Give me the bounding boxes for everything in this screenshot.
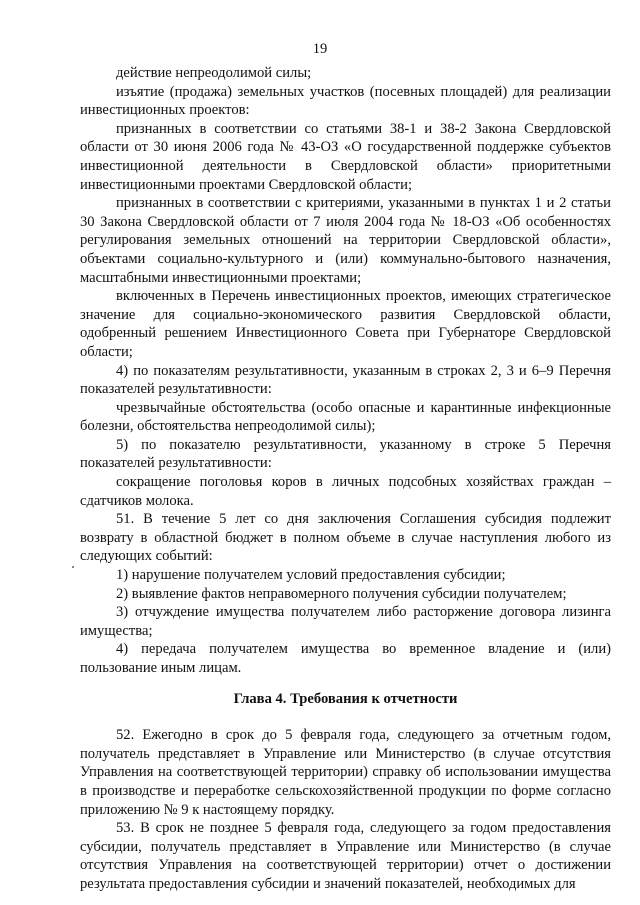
page-number: 19 <box>312 41 328 57</box>
paragraph: чрезвычайные обстоятельства (особо опасные и карантинные инфекционные болезни, обстоятельства непреодолимой силы); <box>80 399 611 435</box>
list-item: 2) выявление фактов неправомерного получения субсидии получателем; <box>116 585 567 602</box>
paragraph: 4) по показателям результативности, указанным в строках 2, 3 и 6–9 Перечня показателей результативности: <box>80 362 611 398</box>
scan-speck <box>72 566 74 568</box>
paragraph: сокращение поголовья коров в личных подсобных хозяйствах граждан – сдатчиков молока. <box>80 474 611 509</box>
paragraph: 5) по показателю результативности, указанному в строке 5 Перечня показателей результативности: <box>80 436 611 472</box>
paragraph: изъятие (продажа) земельных участков (посевных площадей) для реализации инвестиционных проектов: <box>80 83 611 119</box>
paragraph: 51. В течение 5 лет со дня заключения Соглашения субсидия подлежит возврату в областной бюджет в полном объеме в случае наступления любого из следующих событий: <box>80 511 611 565</box>
paragraph: признанных в соответствии с критериями, указанными в пунктах 1 и 2 статьи 30 Закона Свердловской области от 7 июля 2004 года № 18-ОЗ «Об особенностях регулирования земельных отношений на территории Свердловской области», объектами социально-культурного и (или) коммунально-бытового назначения, масштабными инвестиционными проектами; <box>80 195 611 286</box>
paragraph: включенных в Перечень инвестиционных проектов, имеющих стратегическое значение для социально-экономического развития Свердловской области, одобренный решением Инвестиционного Совета при Губернаторе Свердловской области; <box>80 288 611 360</box>
list-item: 3) отчуждение имущества получателем либо расторжение договора лизинга имущества; <box>80 604 611 639</box>
page-content <box>80 64 611 894</box>
chapter-heading: Глава 4. Требования к отчетности <box>233 690 458 707</box>
paragraph: признанных в соответствии со статьями 38-1 и 38-2 Закона Свердловской области от 30 июня 2006 года № 43-ОЗ «О государственной поддержке субъектов инвестиционной деятельности в Свердловской области» приоритетными инвестиционными проектами Свердловской области; <box>80 120 611 193</box>
paragraph: действие непреодолимой силы; <box>116 65 312 81</box>
paragraph: 52. Ежегодно в срок до 5 февраля года, следующего за отчетным годом, получатель представляет в Управление или Министерство (в случае отсутствия Управления на соответствующей территории) справку об использовании имущества в производстве и переработке сельскохозяйственной продукции по форме согласно приложению № 9 к настоящему порядку. <box>80 727 611 818</box>
list-item: 1) нарушение получателем условий предоставления субсидии; <box>116 567 506 584</box>
paragraph: 53. В срок не позднее 5 февраля года, следующего за годом предоставления субсидии, получатель представляет в Управление или Министерство (в случае отсутствия Управления на соответствующей территории) отчет о достижении результата предоставления субсидии и значений показателей, необходимых для <box>80 820 611 892</box>
list-item: 4) передача получателем имущества во временное владение и (или) пользование иным лицам. <box>80 641 611 676</box>
